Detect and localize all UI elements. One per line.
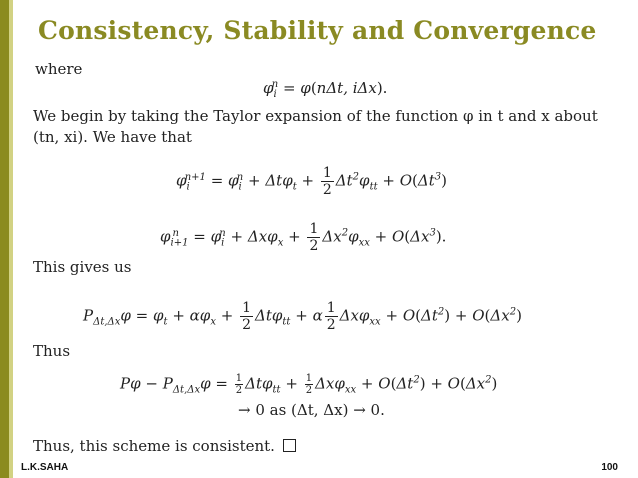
equation-taylor-x: $\varphi_{i+1}^n$ = $\varphi_i^n + \Delta x\varphi_x$ + $\frac{1}{2}$ $\Delta x^2\varphi_{xx} + O(\Delta x^3)$. bbox=[160, 221, 447, 254]
intro-line-1: We begin by taking the Taylor expansion of the function φ in t and x about bbox=[33, 107, 598, 125]
equation-truncation: $P\varphi - P_{\Delta t,\Delta x}\varphi$ = $\frac{1}{2}$ Δtφ$_{tt}$ + $\frac{1}{2}$ $\Delta x\varphi_{xx} + O(\Delta t^2) + O(\Delta x^2)$ bbox=[120, 373, 498, 396]
thus-text: Thus bbox=[33, 342, 71, 360]
limit-statement: → 0 as (Δt, Δx) → 0. bbox=[238, 401, 385, 419]
footer-page-number: 100 bbox=[601, 462, 618, 473]
footer-author: L.K.SAHA bbox=[21, 462, 69, 473]
conclusion-line bbox=[33, 437, 296, 456]
equation-operator: $P_{\Delta t,\Delta x}\varphi = \varphi_t + \alpha\varphi_x$ + $\frac{1}{2}$ Δtφ$_{tt}$ + α $\frac{1}{2}$ $\Delta x\varphi_{xx} + O(\Delta t^2) + O(\Delta x^2)$ bbox=[83, 300, 522, 333]
accent-bar-light bbox=[9, 0, 13, 478]
where-label: where bbox=[35, 60, 83, 78]
intro-line-2: (tn, xi). We have that bbox=[33, 128, 192, 146]
slide-title: Consistency, Stability and Convergence bbox=[38, 16, 597, 45]
equation-taylor-t: $\varphi_i^{n+1} = \varphi_i^n + \Delta t\varphi_t$ + $\frac{1}{2}$ $\Delta t^2\varphi_{tt} + O(\Delta t^3)$ bbox=[176, 165, 448, 198]
conclusion-text: Thus, this scheme is consistent. bbox=[33, 437, 275, 455]
gives-us-text: This gives us bbox=[33, 258, 132, 276]
equation-definition: $\varphi_i^n = \varphi(n\Delta t$, iΔx). bbox=[263, 79, 388, 100]
left-accent-bar bbox=[0, 0, 13, 478]
qed-square-icon bbox=[283, 439, 296, 452]
accent-bar-dark bbox=[0, 0, 9, 478]
